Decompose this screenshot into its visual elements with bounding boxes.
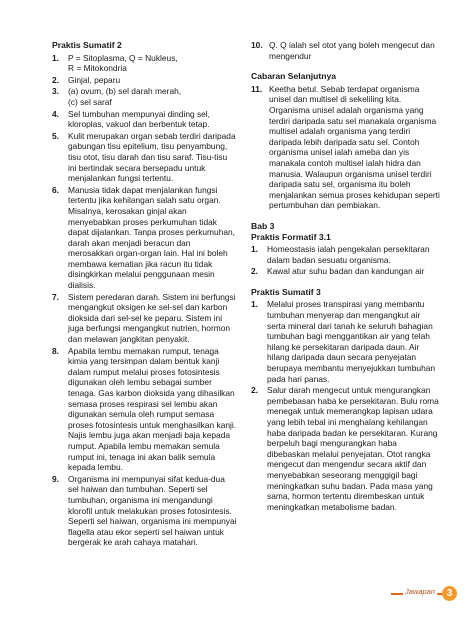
answer-text: Apabila lembu memakan rumput, tenaga kimia yang tersimpan dalam bentuk kanji dalam rumput melalui proses fotosintesis digunakan oleh lembu sebagai sumber tenaga. Gas karbon dioksida yang dihasilkan semasa proses respirasi sel lembu akan digunakan semula oleh rumput semasa proses fotosintesis untuk menghasilkan kanji. Najis lembu juga akan menjadi baja kepada rumput. Apabila lembu memakan semula rumput ini, tenaga ini akan balik semula kepada lembu. — [68, 345, 237, 473]
answer-item — [52, 474, 237, 548]
answer-item-10 — [251, 40, 441, 61]
answer-number: 4. — [52, 108, 59, 119]
answer-text: (a) ovum, (b) sel darah merah, (c) sel saraf — [68, 86, 182, 107]
footer-label: Jawapan — [405, 587, 436, 596]
answer-number: 8. — [52, 345, 59, 356]
answer-text: Q. Q ialah sel otot yang boleh mengecut dan mengendur — [269, 40, 435, 61]
section-heading-praktis-sumatif-2: Praktis Sumatif 2 — [52, 40, 122, 50]
answer-text: Kawal atur suhu badan dan kandungan air — [267, 266, 425, 277]
answer-item-11 — [251, 84, 441, 211]
answer-text: Sel tumbuhan mempunyai dinding sel, kloroplas, vakuol dan berbentuk tetap. — [68, 108, 210, 130]
answer-text: Melalui proses transpirasi yang membantu tumbuhan menyerap dan mengangkut air serta mineral dari tanah ke seluruh bahagian tumbuhan bagi menggantikan air yang telah hilang ke persekitaran daripada daun. Air hilang daripada daun secara penyejatan berupaya membantu menyejukkan tumbuhan pada hari panas. — [267, 299, 436, 384]
answer-number: 5. — [52, 130, 59, 141]
answer-number: 10. — [251, 40, 263, 50]
answer-text: Manusia tidak dapat menjalankan fungsi tertentu jika kehilangan salah satu organ. Misalnya, kerosakan ginjal akan menyebabkan proses perkumuhan tidak dapat dijalankan. Tanpa proses perkumuhan, darah akan menjadi beracun dan merosakkan organ-organ lain. Hal ini boleh membawa kematian jika racun itu tidak disingkirkan melalui penggunaan mesin dialisis. — [68, 184, 235, 291]
answer-text: Keetha betul. Sebab terdapat organisma unisel dan multisel di sekeliling kita. Organisma unisel adalah organisma yang terdiri daripada satu sel manakala organisma multisel adalah organisma yang terdiri daripada lebih daripada satu sel. Contoh organisma unisel ialah ameba dan yis manakala contoh multisel ialah hidra dan manusia. Walaupun organisma unisel terdiri daripada satu sel, organisma itu boleh menjalankan semua proses kehidupan seperti pertumbuhan dan pembiakan. — [269, 83, 440, 211]
answer-item — [251, 266, 441, 277]
answer-item — [52, 53, 237, 74]
chapter-heading: Bab 3 — [251, 220, 275, 231]
answer-number: 9. — [52, 473, 59, 484]
answer-text: P = Sitoplasma, Q = Nukleus, R = Mitokondria — [68, 52, 178, 74]
answer-number: 1. — [52, 52, 59, 63]
answer-text: Ginjal, peparu — [68, 74, 121, 85]
answer-item — [52, 185, 237, 291]
answer-text: Kulit merupakan organ sebab terdiri daripada gabungan tisu epitelium, tisu penyambung, tisu otot, tisu darah dan tisu saraf. Tisu-tisu ini bertindak secara bersepadu untuk menjalankan fungsi tertentu. — [68, 130, 236, 184]
answer-item — [52, 131, 237, 184]
answer-item — [251, 244, 441, 265]
answer-number: 3. — [52, 86, 59, 97]
formatif-answer-list — [251, 244, 441, 277]
left-column — [52, 40, 237, 549]
answer-item — [52, 346, 237, 473]
answer-list — [52, 53, 237, 548]
answer-number: 11. — [251, 83, 263, 94]
right-column — [251, 40, 441, 513]
section-heading-praktis-sumatif-3: Praktis Sumatif 3 — [251, 286, 321, 297]
answer-number: 7. — [52, 291, 59, 302]
section-heading-cabaran: Cabaran Selanjutnya — [251, 71, 337, 82]
answer-number: 2. — [251, 385, 258, 396]
answer-text: Salur darah mengecut untuk mengurangkan pembebasan haba ke persekitaran. Bulu roma menegak untuk memerangkap lapisan udara yang lebih tebal ini menghalang kehilangan haba daripada badan ke persekitaran. Kurang berpeluh bagi mengurangkan haba dibebaskan melalui penyejatan. Otot rangka mengecut dan mengendur secara aktif dan menyebabkan seseorang menggigil bagi meningkatkan suhu badan. Pada masa yang sama, hormon tertentu dirembeskan untuk meningkatkan metabolisme badan. — [267, 385, 439, 512]
page-number-badge: 3 — [442, 586, 457, 601]
answer-number: 1. — [251, 299, 258, 310]
answer-item — [52, 292, 237, 345]
sumatif-answer-list — [251, 299, 441, 512]
answer-item — [251, 299, 441, 384]
page-footer — [395, 586, 455, 602]
answer-item — [52, 109, 237, 130]
answer-item — [251, 385, 441, 512]
answer-text: Homeostasis ialah pengekalan persekitaran dalam badan sesuatu organisma. — [267, 244, 430, 265]
section-heading-formatif-3-1: Praktis Formatif 3.1 — [251, 231, 331, 242]
answer-number: 6. — [52, 184, 59, 195]
answer-number: 1. — [251, 244, 258, 255]
answer-number: 2. — [52, 74, 59, 85]
answer-item — [52, 75, 237, 86]
answer-text: Sistem peredaran darah. Sistem ini berfungsi mengangkut oksigen ke sel-sel dan karbon dioksida dari sel-sel ke peparu. Sistem ini juga berfungsi mengangkut nutrien, hormon dan melawan jangkitan penyakit. — [68, 291, 236, 345]
answer-text: Organisma ini mempunyai sifat kedua-dua sel haiwan dan tumbuhan. Seperti sel tumbuhan, organisma ini mengandungi klorofil untuk melakukan proses fotosintesis. Seperti sel haiwan, organisma ini mempunyai flagella atau ekor seperti sel haiwan untuk bergerak ke arah cahaya matahari. — [68, 473, 237, 548]
answer-item — [52, 86, 237, 107]
answer-number: 2. — [251, 266, 258, 277]
